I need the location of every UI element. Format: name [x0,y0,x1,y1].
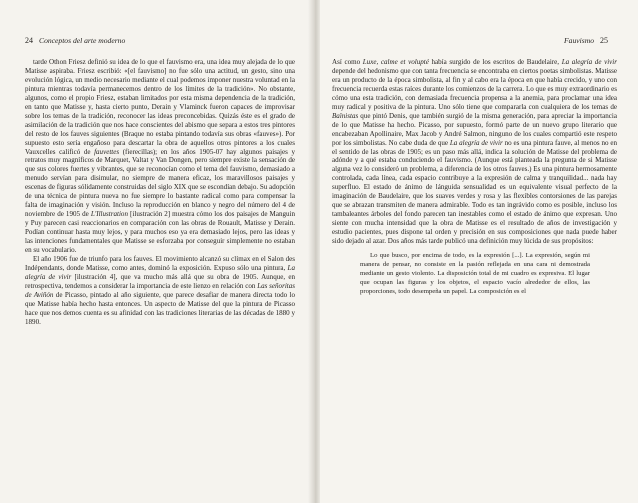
italic-title: La alegría de vivir [561,58,618,66]
paragraph-text: que pintó Denis, que también surgió de la misma generación, para apreciar la importancia de lo que Matisse ha hecho. Picasso, por supuesto, formó parte de un nuevo grupo literario que encabezaban Apollinaire, Max Jacob y André Salmon, ninguno de los cuales compartió este respeto por los simbolistas. No cabe duda de que [332,111,617,147]
paragraph-text: depende del hedonismo que con tanta frecuencia se encontraba en ciertos poetas simbolistas. Matisse era un producto de la época simbolista, al fin y al cabo era la época en que había crecido, y uno con frecuencia recuerda estas raíces durante los comienzos de la carrera. Lo que es muy extraordinario es cómo una esta tradición, con demasiada frecuencia propensa a la anemia, para proclamar una idea muy radical y positiva de la pintura. Uno sólo tiene que compararla con cualquiera de los temas de [332,66,617,111]
italic-title: La alegría de vivir [25,263,295,281]
italic-title: Las señoritas de Aviñón [25,281,296,299]
right-paragraphs [332,58,617,246]
paragraph-text: El año 1906 fue de triunfo para los fauves. El movimiento alcanzó su clímax en el Salon des Indépendants, donde Matisse, como antes, dominó la exposición. Expuso sólo una pintura, [25,254,295,272]
left-running-title: Conceptos del arte moderno [39,36,126,45]
paragraph-text: [ilustración 4], que va mucho más allá que su obra de 1905. Aunque, en retrospectiva, tendemos a considerar la importancia de este lienzo en relación con [25,272,295,290]
body-paragraph [25,255,295,327]
italic-title: Baïnistas [332,111,359,120]
paragraph-text: tarde Othon Friesz definió su idea de lo que el fauvismo era, una idea muy alejada de lo que Matisse aspiraba. Friesz escribió: «[el fauvismo] no fue sólo una actitud, un gesto, sino una evolución lógica, un medio necesario mediante el cual podemos imponer nuestra voluntad en la pintura mientras todavía permanecemos dentro de los límites de la tradición». No obstante, algunos, como el propio Friesz, estaban limitados por esta misma dependencia de la tradición, en tanto que Matisse y, hasta cierto punto, Derain y Vlaminck fueron capaces de improvisar sobre los temas de la tradición, reconocer las ideas preconcebidas. Quizás éste es el grado de asimilación de la tradición que nos hace conscientes del abismo que separa a estos tres pintores del resto de los fauves siguientes (Braque no estaba pintando todavía sus obras «fauves»). Por supuesto esto sería engañoso para descartar la obra de aquellos otros pintores a los cuales Vauxcelles calificó de [25,58,295,156]
right-page-header [558,36,608,46]
left-page-number: 24 [25,36,33,45]
left-page-header [25,36,131,46]
right-running-title: Fauvismo [564,36,594,45]
right-page-number: 25 [600,36,608,45]
paragraph-text: (fierecillas); en los años 1905-07 hay algunos paisajes y retratos muy magníficos de Marquet, Valtat y Van Dongen, pero siempre existe la sensación de que sus colores fuertes y vibrantes, que se reconocían como el tema del fauvismo, demasiado a menudo servían para disimular, no siempre de manera eficaz, los maravillosos paisajes y escenas de figuras sólidamente construidas del siglo XIX que se escondían debajo. Su adopción de una técnica de pintura nueva no fue siempre lo bastante radical como para compensar la falta de imaginación y visión. Incluso la reproducción en blanco y negro del número del 4 de noviembre de 1905 de [25,147,295,219]
body-paragraph [332,58,617,246]
left-body-text [25,58,295,327]
italic-title: La alegría de vivir [449,138,503,147]
right-page [320,0,638,503]
italic-title: Luxe, calme et volupté [362,58,429,66]
paragraph-text: no es una pintura fauve, al menos no en el sentido de las obras de 1905; es un paso más allá, indica la solución de Matisse del problema de adónde y a qué estaba conduciendo el fauvismo. (Aunque está planteada la pregunta de si Matisse alguna vez lo consideró un problema, a diferencia de los otros fauves.) Es una pintura hermosamente controlada, cada línea, cada espacio contribuye a la expresión de calma y tranquilidad... nada hay superfluo. El estado de ánimo de lánguida sensualidad es un equivalente visual perfecto de la imaginación de Baudelaire, que los suaves verdes y rosa y las flexibles contorsiones de las parejas que se abrazan transmiten de manera admirable. Todo es tan ingrávido como es posible, incluso los tambaleantes árboles del fondo parecen tan inestables como el estado de ánimo que expresan. Uno siente con mucha intensidad que la obra de Matisse es el resultado de años de investigación y estudio pacientes, pues dispone tal orden y precisión en sus composiciones que nada puede haber sido dejado al azar. Dos años más tarde publicó una definición muy lúcida de sus propósitos: [332,138,617,246]
paragraph-text: de Picasso, pintado al año siguiente, que parece desafiar de manera directa todo lo que Matisse había hecho hasta entonces. Un aspecto de Matisse del que la pintura de Picasso hace que nos demos cuenta es su afinidad con las tradiciones literarias de las décadas de 1880 y 1890. [25,290,295,326]
body-paragraph [25,58,295,255]
quote-paragraph: Lo que busco, por encima de todo, es la expresión [...]. La expresión, según mi manera de pensar, no consiste en la pasión reflejada en una cara ni demostrada mediante un gesto violento. La disposición total de mi cuadro es expresiva. El lugar que ocupan las figuras y los objetos, el espacio vacío alrededor de ellos, las proporciones, todo desempeña un papel. La composición es el [360,252,590,295]
italic-title: fauvettes [94,147,120,156]
paragraph-text: había surgido de los escritos de Baudelaire, [428,58,562,66]
left-page [0,0,313,503]
paragraph-text: Así como [332,58,363,66]
right-body-text [332,58,617,297]
italic-title: L'Illustration [90,210,128,219]
block-quote [360,252,590,297]
paragraph-text: [ilustración 2] muestra cómo los dos paisajes de Manguin y Puy parecen casi reaccionarios en comparación con las obras de Rouault, Matisse y Derain. Podían continuar hasta muy lejos, y para muchos eso ya era demasiado lejos, pero las ideas y las intenciones fundamentales que Matisse se esforzaba por conseguir simplemente no estaban en su vocabulario. [25,210,295,255]
